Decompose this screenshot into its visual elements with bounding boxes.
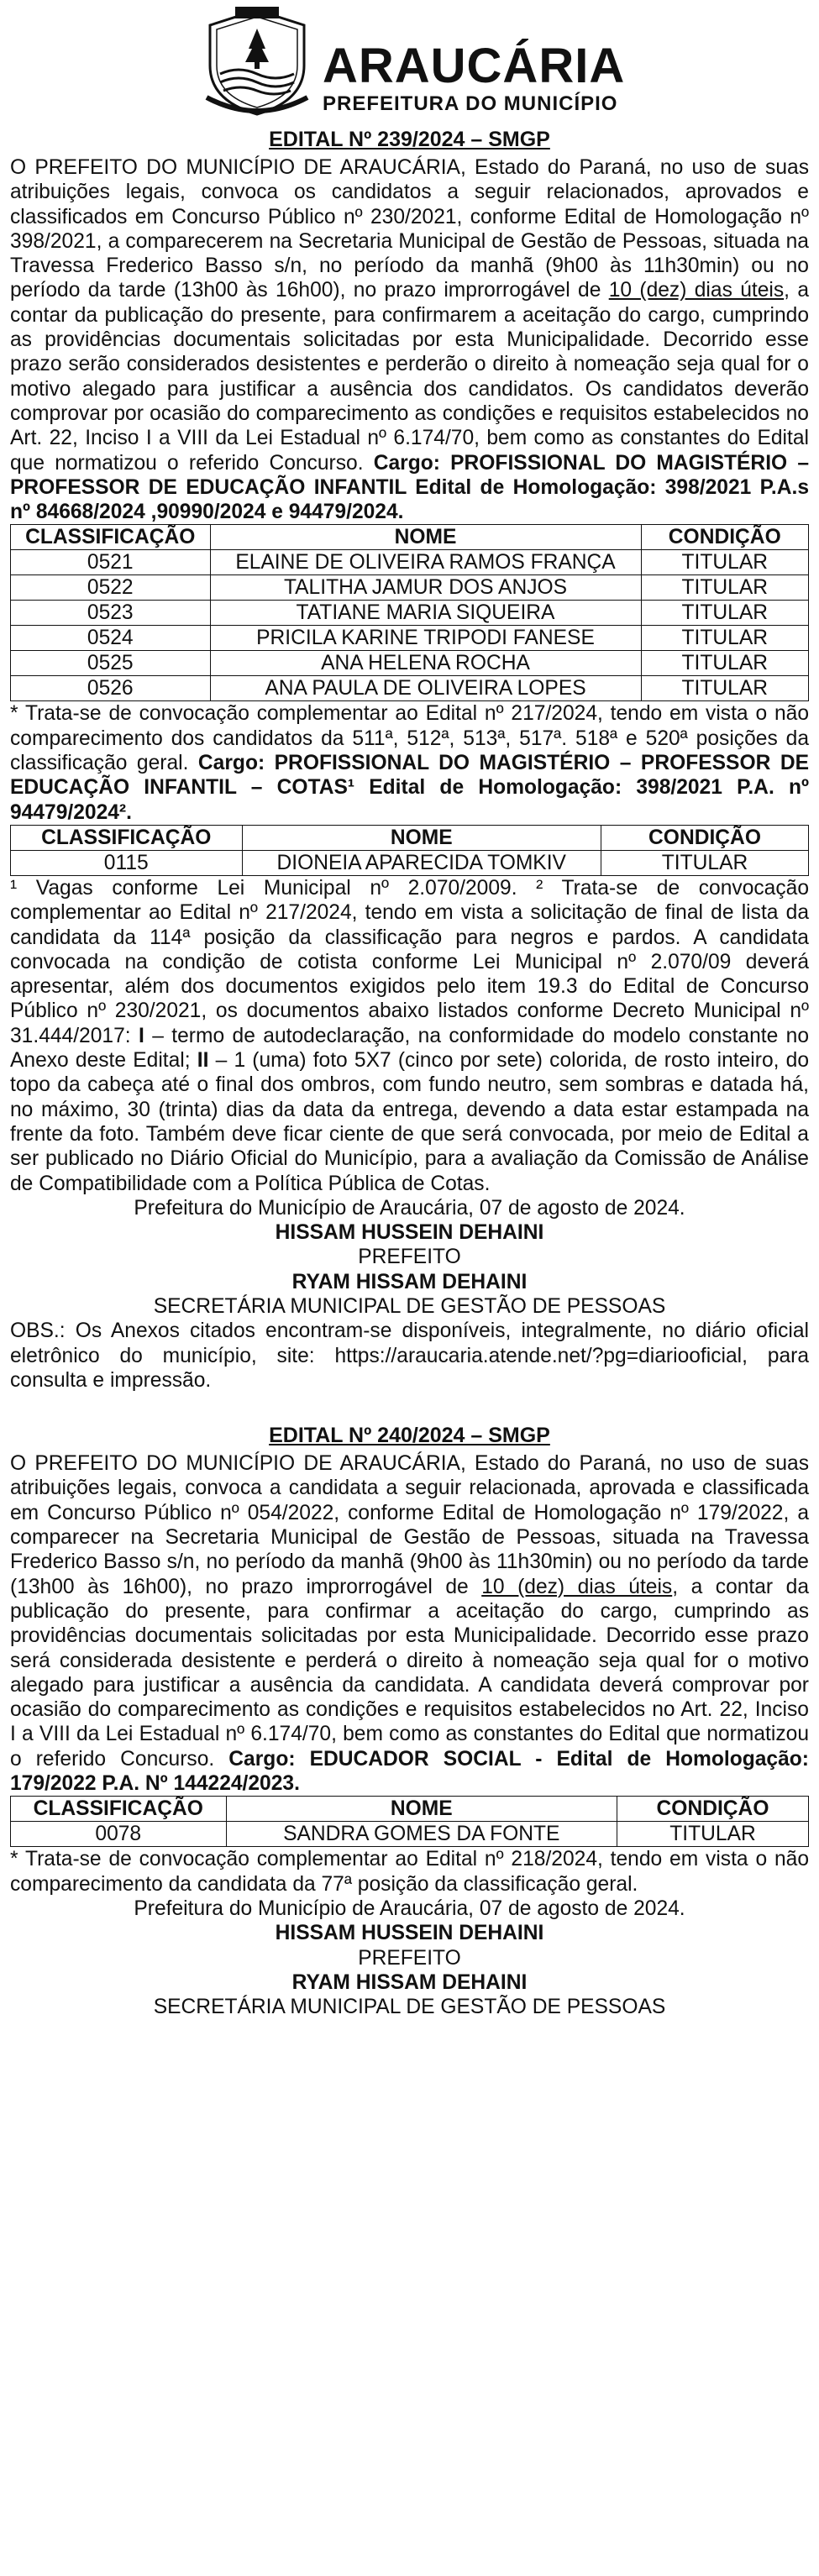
deadline-text: 10 (dez) dias úteis — [481, 1575, 673, 1598]
col-header-nome: NOME — [242, 825, 601, 850]
signatory-role: SECRETÁRIA MUNICIPAL DE GESTÃO DE PESSOAS — [153, 1294, 666, 1318]
edital-239-note-2 — [10, 876, 809, 1196]
edital-240-title: EDITAL Nº 240/2024 – SMGP — [269, 1424, 550, 1448]
cell-condicao: TITULAR — [641, 601, 809, 626]
cell-classificacao: 0521 — [11, 550, 211, 575]
edital-239-title: EDITAL Nº 239/2024 – SMGP — [269, 128, 550, 151]
edital-240-note: * Trata-se de convocação complementar ao Edital nº 218/2024, tendo em vista o não comparecimento da candidata da 77ª posição da classificação geral. — [10, 1848, 809, 1896]
cell-condicao: TITULAR — [641, 550, 809, 575]
cell-condicao: TITULAR — [641, 626, 809, 651]
note-text: * Trata-se de convocação complementar ao Edital nº 217/2024, tendo em vista o não comparecimento dos candidatos da 511ª, 512ª, 513ª, 517ª. 518ª e 520ª posições da classificação geral. — [10, 702, 809, 775]
header — [10, 0, 809, 122]
cell-condicao: TITULAR — [641, 651, 809, 676]
cell-nome: ANA PAULA DE OLIVEIRA LOPES — [210, 676, 641, 701]
cell-condicao: TITULAR — [617, 1822, 809, 1847]
col-header-classificacao: CLASSIFICAÇÃO — [11, 525, 211, 550]
table-row — [11, 626, 809, 651]
cell-classificacao: 0078 — [11, 1822, 227, 1847]
edital-240-body — [10, 1451, 809, 1796]
note-text: – 1 (uma) foto 5X7 (cinco por sete) colorida, de rosto inteiro, do topo da cabeça até o final dos ombros, com fundo neutro, sem sombras e datada há, no máximo, 30 (trinta) dias da data da entrega, devendo a data estar estampada na frente da foto. Também deve ficar ciente de que será convocada, por meio de Edital a ser publicado no Diário Oficial do Município, para a avaliação da Comissão de Análise de Compatibilidade com a Política Pública de Cotas. — [10, 1049, 809, 1195]
cell-nome: PRICILA KARINE TRIPODI FANESE — [210, 626, 641, 651]
cell-nome: TALITHA JAMUR DOS ANJOS — [210, 575, 641, 601]
cell-nome: ANA HELENA ROCHA — [210, 651, 641, 676]
table-row — [11, 1822, 809, 1847]
cell-classificacao: 0115 — [11, 850, 243, 875]
signatory-name: HISSAM HUSSEIN DEHAINI — [275, 1922, 544, 1945]
signatory-role: PREFEITO — [358, 1946, 461, 1970]
document-page — [10, 0, 809, 2019]
candidates-table-1 — [10, 524, 809, 701]
cargo-text: Cargo: EDUCADOR SOCIAL - Edital de Homologação: 179/2022 P.A. Nº 144224/2023. — [10, 1747, 809, 1796]
brand — [323, 39, 626, 116]
edital-240 — [10, 1423, 809, 2019]
cargo-text: Cargo: PROFISSIONAL DO MAGISTÉRIO – PROFESSOR DE EDUCAÇÃO INFANTIL Edital de Homologação: 398/2021 P.A.s nº 84668/2024 ,90990/2024 e 94479/2024. — [10, 451, 810, 524]
cell-classificacao: 0522 — [11, 575, 211, 601]
col-header-condicao: CONDIÇÃO — [601, 825, 809, 850]
table-row — [11, 550, 809, 575]
deadline-text: 10 (dez) dias úteis — [608, 279, 785, 302]
table-row — [11, 676, 809, 701]
edital-239-obs: OBS.: Os Anexos citados encontram-se disponíveis, integralmente, no diário oficial eletrônico do município, site: https://araucaria.atende.net/?pg=diariooficial, para consulta e impressão. — [10, 1319, 809, 1392]
cell-nome: TATIANE MARIA SIQUEIRA — [210, 601, 641, 626]
cell-classificacao: 0525 — [11, 651, 211, 676]
edital-239-note-1 — [10, 701, 809, 824]
cell-classificacao: 0524 — [11, 626, 211, 651]
note-text: ¹ Vagas conforme Lei Municipal nº 2.070/2009. ² Trata-se de convocação complementar ao Edital nº 217/2024, tendo em vista a solicitação de final de lista da candidata da 114ª posição da classificação para negros e pardos. A candidata convocada na condição de cotista conforme Lei Municipal nº 2.070/09 deverá apresentar, além dos documentos exigidos pelo item 19.3 do Edital de Concurso Público nº 230/2021, os documentos abaixo listados conforme Decreto Municipal nº 31.444/2017: — [10, 876, 809, 1047]
signatory-name: RYAM HISSAM DEHAINI — [291, 1970, 528, 1994]
col-header-condicao: CONDIÇÃO — [641, 525, 809, 550]
candidates-table-2 — [10, 825, 809, 876]
body-text: , a contar da publicação do presente, para confirmarem a aceitação do cargo, cumprindo as providências documentais solicitadas por esta Municipalidade. Decorrido esse prazo serão considerados desistentes e perderão o direito à nomeação seja qual for o motivo alegado para justificar a ausência dos candidatos. Os candidatos deverão comprovar por ocasião do comparecimento as condições e requisitos estabelecidos no Art. 22, Inciso I a VIII da Lei Estadual nº 6.174/70, bem como as constantes do Edital que normatizou o referido Concurso. — [10, 279, 809, 475]
cell-classificacao: 0523 — [11, 601, 211, 626]
body-text: , a contar da publicação do presente, para confirmar a aceitação do cargo, cumprindo as providências documentais solicitadas por esta Municipalidade. Decorrido esse prazo será considerada desistente e perderá o direito à nomeação seja qual for o motivo alegado para justificar a ausência da candidata. A candidata deverá comprovar por ocasião do comparecimento as condições e requisitos estabelecidos no Art. 22, Inciso I a VIII da Lei Estadual nº 6.174/70, bem como as constantes do Edital que normatizou o referido Concurso. — [10, 1575, 809, 1771]
table-row — [11, 601, 809, 626]
table-header-row — [11, 525, 809, 550]
cell-nome: SANDRA GOMES DA FONTE — [226, 1822, 617, 1847]
cell-nome: DIONEIA APARECIDA TOMKIV — [242, 850, 601, 875]
cell-condicao: TITULAR — [601, 850, 809, 875]
cargo-text: Cargo: PROFISSIONAL DO MAGISTÉRIO – PROFESSOR DE EDUCAÇÃO INFANTIL – COTAS¹ Edital de Homologação: 398/2021 P.A. nº 94479/2024². — [10, 752, 810, 824]
edital-239-date: Prefeitura do Município de Araucária, 07 de agosto de 2024. — [134, 1196, 685, 1220]
table-header-row — [11, 825, 809, 850]
cell-condicao: TITULAR — [641, 676, 809, 701]
signatory-role: SECRETÁRIA MUNICIPAL DE GESTÃO DE PESSOAS — [153, 1996, 666, 2019]
signatory-name: RYAM HISSAM DEHAINI — [291, 1270, 528, 1293]
cell-classificacao: 0526 — [11, 676, 211, 701]
edital-239-body — [10, 155, 809, 524]
item-number: I — [139, 1024, 144, 1047]
note-text: – termo de autodeclaração, na conformidade do modelo constante no Anexo deste Edital; — [10, 1024, 810, 1073]
table-row — [11, 850, 809, 875]
signatory-role: PREFEITO — [358, 1246, 461, 1269]
col-header-condicao: CONDIÇÃO — [617, 1797, 809, 1822]
table-row — [11, 575, 809, 601]
table-row — [11, 651, 809, 676]
edital-239 — [10, 127, 809, 1393]
body-text: O PREFEITO DO MUNICÍPIO DE ARAUCÁRIA, Estado do Paraná, no uso de suas atribuições legais, convoca os candidatos a seguir relacionados, aprovados e classificados em Concurso Público nº 230/2021, conforme Edital de Homologação nº 398/2021, a comparecerem na Secretaria Municipal de Gestão de Pessoas, situada na Travessa Frederico Basso s/n, no período da manhã (9h00 às 11h30min) ou no período da tarde (13h00 às 16h00), no prazo improrrogável de — [10, 156, 809, 302]
col-header-nome: NOME — [210, 525, 641, 550]
brand-name: ARAUCÁRIA — [323, 39, 626, 93]
signatory-name: HISSAM HUSSEIN DEHAINI — [275, 1221, 544, 1245]
municipal-seal-icon — [202, 7, 312, 118]
item-number: II — [197, 1049, 209, 1073]
brand-subtitle: PREFEITURA DO MUNICÍPIO — [323, 92, 618, 115]
body-text: O PREFEITO DO MUNICÍPIO DE ARAUCÁRIA, Estado do Paraná, no uso de suas atribuições legais, convoca a candidata a seguir relacionada, aprovada e classificada em Concurso Público nº 054/2022, conforme Edital de Homologação nº 179/2022, a comparecer na Secretaria Municipal de Gestão de Pessoas, situada na Travessa Frederico Basso s/n, no período da manhã (9h00 às 11h30min) ou no período da tarde (13h00 às 16h00), no prazo improrrogável de — [10, 1452, 809, 1598]
cell-nome: ELAINE DE OLIVEIRA RAMOS FRANÇA — [210, 550, 641, 575]
table-header-row — [11, 1797, 809, 1822]
candidates-table-3 — [10, 1796, 809, 1847]
cell-condicao: TITULAR — [641, 575, 809, 601]
col-header-classificacao: CLASSIFICAÇÃO — [11, 1797, 227, 1822]
edital-240-date: Prefeitura do Município de Araucária, 07 de agosto de 2024. — [134, 1897, 685, 1920]
col-header-nome: NOME — [226, 1797, 617, 1822]
col-header-classificacao: CLASSIFICAÇÃO — [11, 825, 243, 850]
